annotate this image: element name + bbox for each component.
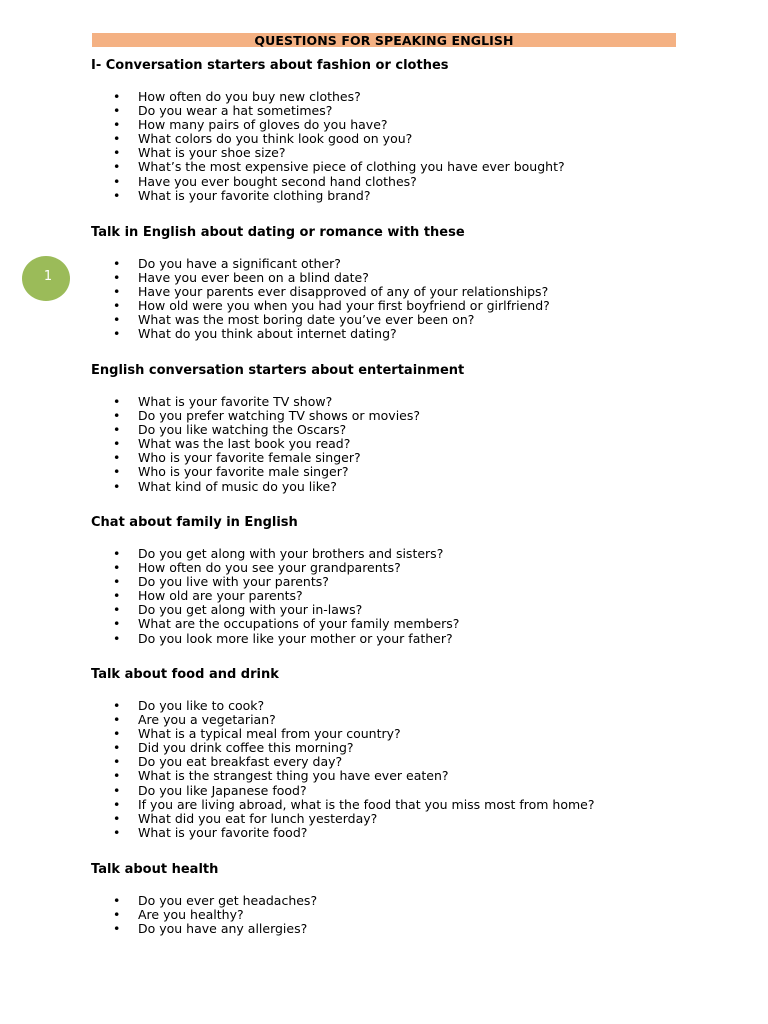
list-item: [91, 146, 711, 160]
question-text: Are you a vegetarian?: [138, 712, 276, 728]
bullet-icon: •: [113, 422, 121, 438]
question-text: Have your parents ever disapproved of any of your relationships?: [138, 284, 549, 300]
list-item: [91, 699, 711, 713]
bullet-icon: •: [113, 921, 121, 937]
bullet-icon: •: [113, 588, 121, 604]
question-text: What is your favorite food?: [138, 824, 308, 840]
list-item: [91, 894, 711, 908]
bullet-icon: •: [113, 103, 121, 119]
list-item: [91, 118, 711, 132]
list-item: [91, 727, 711, 741]
question-text: What colors do you think look good on you?: [138, 131, 413, 147]
section-heading: I- Conversation starters about fashion or clothes: [91, 58, 449, 73]
question-text: Do you prefer watching TV shows or movies?: [138, 408, 421, 424]
question-list: [91, 257, 711, 342]
list-item: [91, 90, 711, 104]
question-text: Do you look more like your mother or your father?: [138, 630, 453, 646]
list-item: [91, 741, 711, 755]
list-item: [91, 769, 711, 783]
list-item: [91, 547, 711, 561]
list-item: [91, 755, 711, 769]
list-item: [91, 423, 711, 437]
list-item: [91, 313, 711, 327]
bullet-icon: •: [113, 298, 121, 314]
question-text: Did you drink coffee this morning?: [138, 740, 354, 756]
list-item: [91, 480, 711, 494]
question-list: [91, 894, 711, 936]
question-text: Do you have a significant other?: [138, 256, 341, 271]
question-text: Do you live with your parents?: [138, 574, 329, 590]
question-section: [91, 667, 711, 840]
bullet-icon: •: [113, 394, 121, 409]
question-text: How old were you when you had your first boyfriend or girlfriend?: [138, 298, 550, 314]
question-text: Who is your favorite female singer?: [138, 450, 361, 466]
list-item: [91, 437, 711, 451]
bullet-icon: •: [113, 131, 121, 147]
question-text: How often do you see your grandparents?: [138, 560, 401, 576]
bullet-icon: •: [113, 326, 121, 342]
bullet-icon: •: [113, 630, 121, 646]
section-heading: Talk about food and drink: [91, 667, 279, 682]
bullet-icon: •: [113, 284, 121, 300]
bullet-icon: •: [113, 616, 121, 632]
list-item: [91, 285, 711, 299]
list-item: [91, 798, 711, 812]
bullet-icon: •: [113, 698, 121, 713]
question-text: How old are your parents?: [138, 588, 303, 604]
bullet-icon: •: [113, 89, 121, 104]
bullet-icon: •: [113, 712, 121, 728]
bullet-icon: •: [113, 312, 121, 328]
bullet-icon: •: [113, 893, 121, 908]
bullet-icon: •: [113, 824, 121, 840]
list-item: [91, 908, 711, 922]
question-list: [91, 547, 711, 646]
bullet-icon: •: [113, 270, 121, 286]
question-text: What is your favorite clothing brand?: [138, 187, 371, 203]
question-section: [91, 363, 711, 494]
question-text: Do you get along with your in-laws?: [138, 602, 363, 618]
list-item: [91, 826, 711, 840]
list-item: [91, 409, 711, 423]
list-item: [91, 812, 711, 826]
list-item: [91, 784, 711, 798]
list-item: [91, 465, 711, 479]
question-text: How many pairs of gloves do you have?: [138, 117, 388, 133]
question-text: What is your favorite TV show?: [138, 394, 333, 409]
bullet-icon: •: [113, 117, 121, 133]
question-text: What is your shoe size?: [138, 145, 286, 161]
question-text: How often do you buy new clothes?: [138, 89, 361, 104]
question-text: What do you think about internet dating?: [138, 326, 397, 342]
list-item: [91, 589, 711, 603]
question-text: Do you eat breakfast every day?: [138, 754, 343, 770]
bullet-icon: •: [113, 464, 121, 480]
question-text: What was the last book you read?: [138, 436, 351, 452]
question-text: What was the most boring date you’ve ever been on?: [138, 312, 475, 328]
list-item: [91, 257, 711, 271]
bullet-icon: •: [113, 782, 121, 798]
list-item: [91, 603, 711, 617]
bullet-icon: •: [113, 408, 121, 424]
question-text: Do you like to cook?: [138, 698, 265, 713]
list-item: [91, 299, 711, 313]
question-text: What did you eat for lunch yesterday?: [138, 810, 378, 826]
bullet-icon: •: [113, 436, 121, 452]
section-heading: Talk in English about dating or romance with these: [91, 225, 465, 240]
bullet-icon: •: [113, 145, 121, 161]
list-item: [91, 575, 711, 589]
document-title: QUESTIONS FOR SPEAKING ENGLISH: [92, 33, 676, 47]
list-item: [91, 713, 711, 727]
list-item: [91, 132, 711, 146]
bullet-icon: •: [113, 450, 121, 466]
list-item: [91, 451, 711, 465]
question-text: Do you wear a hat sometimes?: [138, 103, 333, 119]
bullet-icon: •: [113, 159, 121, 175]
bullet-icon: •: [113, 546, 121, 561]
bullet-icon: •: [113, 768, 121, 784]
question-text: Are you healthy?: [138, 907, 244, 923]
list-item: [91, 617, 711, 631]
bullet-icon: •: [113, 726, 121, 742]
question-text: Have you ever bought second hand clothes?: [138, 173, 417, 189]
bullet-icon: •: [113, 796, 121, 812]
bullet-icon: •: [113, 574, 121, 590]
bullet-icon: •: [113, 173, 121, 189]
page-number-badge: 1: [22, 256, 70, 301]
question-section: [91, 58, 711, 203]
bullet-icon: •: [113, 187, 121, 203]
question-text: Do you like watching the Oscars?: [138, 422, 347, 438]
question-text: Do you get along with your brothers and sisters?: [138, 546, 444, 561]
list-item: [91, 160, 711, 174]
question-section: [91, 862, 711, 936]
bullet-icon: •: [113, 602, 121, 618]
question-text: Who is your favorite male singer?: [138, 464, 349, 480]
list-item: [91, 271, 711, 285]
bullet-icon: •: [113, 560, 121, 576]
question-text: What is a typical meal from your country?: [138, 726, 401, 742]
question-text: What’s the most expensive piece of clothing you have ever bought?: [138, 159, 565, 175]
list-item: [91, 189, 711, 203]
question-text: What kind of music do you like?: [138, 478, 337, 494]
bullet-icon: •: [113, 907, 121, 923]
question-list: [91, 395, 711, 494]
section-heading: English conversation starters about entertainment: [91, 363, 465, 378]
bullet-icon: •: [113, 810, 121, 826]
list-item: [91, 104, 711, 118]
bullet-icon: •: [113, 740, 121, 756]
question-list: [91, 90, 711, 203]
question-text: What are the occupations of your family members?: [138, 616, 460, 632]
section-heading: Chat about family in English: [91, 515, 298, 530]
question-section: [91, 225, 711, 342]
question-text: Have you ever been on a blind date?: [138, 270, 369, 286]
list-item: [91, 327, 711, 341]
list-item: [91, 175, 711, 189]
list-item: [91, 632, 711, 646]
bullet-icon: •: [113, 478, 121, 494]
bullet-icon: •: [113, 754, 121, 770]
list-item: [91, 922, 711, 936]
question-text: Do you like Japanese food?: [138, 782, 307, 798]
list-item: [91, 561, 711, 575]
question-text: What is the strangest thing you have ever eaten?: [138, 768, 449, 784]
question-text: Do you have any allergies?: [138, 921, 308, 937]
section-heading: Talk about health: [91, 862, 219, 877]
question-text: Do you ever get headaches?: [138, 893, 318, 908]
question-text: If you are living abroad, what is the food that you miss most from home?: [138, 796, 595, 812]
question-list: [91, 699, 711, 840]
question-section: [91, 515, 711, 646]
list-item: [91, 395, 711, 409]
bullet-icon: •: [113, 256, 121, 271]
